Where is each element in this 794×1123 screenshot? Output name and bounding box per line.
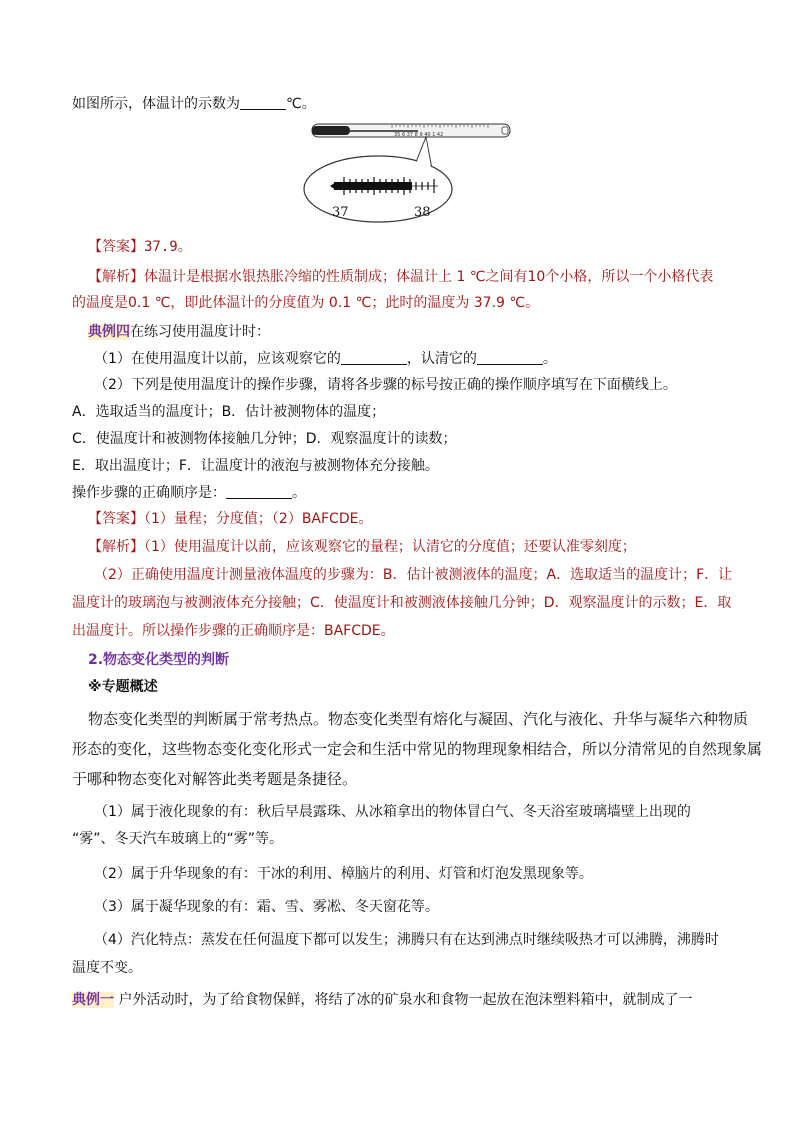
analysis2-line4: [72, 622, 395, 640]
item1-text-a: （1）属于液化现象的有：秋后早晨露珠、从冰箱拿出的物体冒白气、冬天浴室玻璃墙壁上出现的: [94, 804, 691, 820]
answer1-line: [88, 238, 192, 256]
section2-p1: [88, 710, 748, 728]
option-ab: [72, 403, 385, 421]
blank-division: [477, 350, 543, 365]
analysis1-tag: 【解析】: [88, 269, 144, 285]
item1-text-b: “雾”、冬天汽车玻璃上的“雾”等。: [72, 831, 284, 847]
label-37: 37: [332, 205, 349, 220]
top-scale-labels: 35 6 37 8 9 40 1 42: [394, 132, 444, 138]
example4-intro: 在练习使用温度计时：: [130, 324, 270, 340]
example4-q2-line: [94, 376, 677, 394]
magnified-mercury: [334, 182, 412, 190]
order-end: 。: [292, 485, 306, 501]
analysis2-line2: [94, 566, 732, 584]
example4-tag: 典例四: [88, 324, 130, 340]
analysis2-line3: [72, 594, 731, 612]
answer2-line: [88, 510, 372, 528]
item4-line2: [72, 959, 142, 977]
thermometer-tail: [502, 127, 508, 134]
section2-subheading: [88, 678, 158, 696]
analysis2-tag: 【解析】: [88, 539, 144, 555]
blank-range: [341, 350, 407, 365]
item1-line2: [72, 830, 283, 848]
blank-order: [226, 484, 292, 499]
section2-subheading-text: ※专题概述: [88, 679, 158, 695]
thermometer-figure: [300, 115, 520, 225]
option-cd: [72, 430, 457, 448]
section2-p3-text: 于哪种物态变化对解答此类考题是条捷径。: [72, 770, 358, 788]
section2-p1-text: 物态变化类型的判断属于常考热点。物态变化类型有熔化与凝固、汽化与液化、升华与凝华六种物质: [88, 710, 749, 728]
analysis1-text1: 体温计是根据水银热胀冷缩的性质制成；体温计上 1 ℃之间有10个小格，所以一个小格代表: [144, 269, 714, 285]
answer2-value: （1）量程；分度值；（2）BAFCDE。: [144, 511, 373, 527]
section2-p2: [72, 740, 762, 758]
item2-line: [94, 865, 593, 883]
example1-text: 户外活动时，为了给食物保鲜，将结了冰的矿泉水和食物一起放在泡沫塑料箱中，就制成了一: [114, 992, 693, 1008]
example4-q1-line: [94, 350, 557, 368]
question-text: 如图所示，体温计的示数为: [72, 96, 240, 112]
question-line: [72, 95, 316, 113]
item2-text: （2）属于升华现象的有：干冰的利用、樟脑片的利用、灯管和灯泡发黑现象等。: [94, 866, 593, 882]
answer-blank: [240, 95, 286, 110]
section2-p3: [72, 770, 357, 788]
thermometer-bulb: [312, 126, 350, 135]
example4-q1-text-b: ，认清它的: [406, 351, 477, 367]
option-ef-text: E．取出温度计；F．让温度计的液泡与被测物体充分接触。: [72, 458, 439, 474]
analysis1-line2: [72, 294, 539, 312]
option-ef: [72, 457, 439, 475]
example4-q1-text-a: （1）在使用温度计以前，应该观察它的: [94, 351, 341, 367]
item4-text-a: （4）汽化特点：蒸发在任何温度下都可以发生；沸腾只有在达到沸点时继续吸热才可以沸腾，沸腾时: [94, 932, 719, 948]
item3-line: [94, 898, 439, 916]
order-line: [72, 484, 306, 502]
analysis2-text2: （2）正确使用温度计测量液体温度的步骤为：B．估计被测液体的温度；A．选取适当的温度计；F．让: [94, 567, 733, 583]
answer1-value: 37.9。: [144, 239, 192, 255]
analysis2-line1: [88, 538, 636, 556]
item4-text-b: 温度不变。: [72, 960, 142, 976]
analysis2-text4: 出温度计。所以操作步骤的正确顺序是：BAFCDE。: [72, 623, 395, 639]
label-38: 38: [414, 205, 431, 220]
example1-line: [72, 991, 692, 1009]
order-text: 操作步骤的正确顺序是：: [72, 485, 226, 501]
example4-q1-text-c: 。: [542, 351, 557, 367]
example4-intro-line: [88, 323, 270, 341]
analysis2-text1: （1）使用温度计以前，应该观察它的量程；认清它的分度值；还要认准零刻度；: [144, 539, 636, 555]
example4-q2-text: （2）下列是使用温度计的操作步骤，请将各步骤的标号按正确的操作顺序填写在下面横线上。: [94, 377, 677, 393]
analysis1-text2: 的温度是0.1 ℃，即此体温计的分度值为 0.1 ℃；此时的温度为 37.9 ℃。: [72, 295, 540, 311]
section2-p2-text: 形态的变化，这些物态变化变化形式一定会和生活中常见的物理现象相结合，所以分清常见的自然现象属: [72, 740, 763, 758]
section2-heading: [88, 651, 229, 669]
item3-text: （3）属于凝华现象的有：霜、雪、雾凇、冬天窗花等。: [94, 899, 439, 915]
answer2-tag: 【答案】: [88, 511, 144, 527]
analysis1-line1: [88, 268, 713, 286]
answer1-tag: 【答案】: [88, 239, 144, 255]
analysis2-text3: 温度计的玻璃泡与被测液体充分接触；C．使温度计和被测液体接触几分钟；D．观察温度计的示数；E．取: [72, 595, 732, 611]
question-unit: ℃。: [286, 96, 316, 112]
example1-tag: 典例一: [72, 992, 114, 1008]
section2-heading-text: 2.物态变化类型的判断: [88, 652, 230, 668]
option-cd-text: C．使温度计和被测物体接触几分钟；D．观察温度计的读数；: [72, 431, 457, 447]
item4-line1: [94, 931, 719, 949]
option-ab-text: A．选取适当的温度计；B．估计被测物体的温度；: [72, 404, 386, 420]
item1-line1: [94, 803, 691, 821]
